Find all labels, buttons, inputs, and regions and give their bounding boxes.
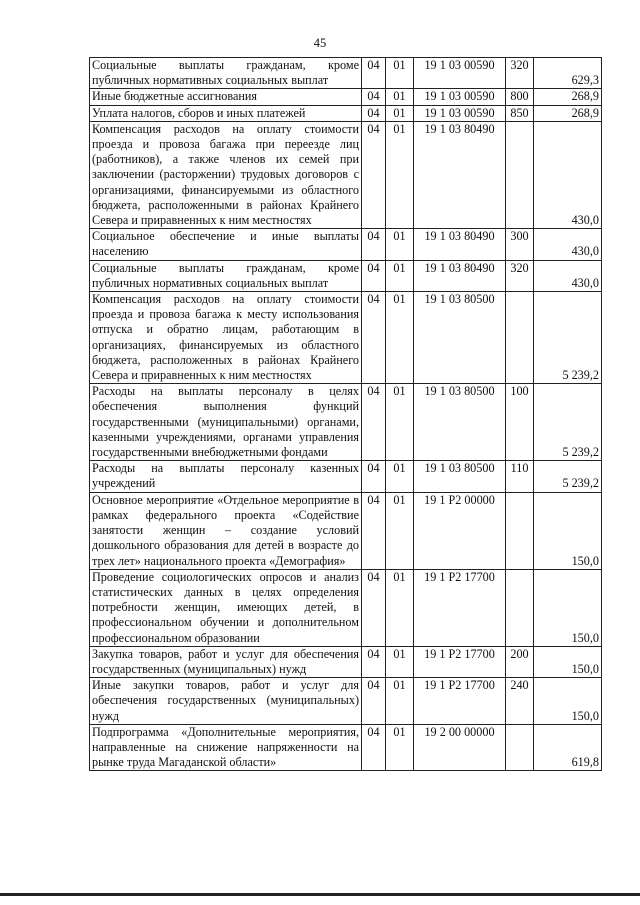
- expense-type-cell: 100: [506, 384, 534, 461]
- expense-name-cell: Основное мероприятие «Отдельное мероприятие в рамках федерального проекта «Содействие занятости женщин – создание условий дошкольного образования для детей в возрасте до трех лет» национального проекта «Демография»: [90, 492, 362, 569]
- expense-name-cell: Подпрограмма «Дополнительные мероприятия, направленные на снижение напряженности на рынке труда Магаданской области»: [90, 724, 362, 771]
- expense-name-cell: Компенсация расходов на оплату стоимости проезда и провоза багажа к месту использования отпуска и обратно лицам, работающим в организациях, финансируемых из областного бюджета, расположенных в районах Крайнего Севера и приравненных к ним местностях: [90, 292, 362, 384]
- target-article-cell: 19 1 03 00590: [414, 89, 506, 105]
- section-code-cell: 04: [362, 229, 386, 260]
- target-article-cell: 19 1 03 80500: [414, 384, 506, 461]
- expense-name-cell: Социальное обеспечение и иные выплаты населению: [90, 229, 362, 260]
- table-row: [90, 89, 602, 105]
- amount-cell: 150,0: [534, 569, 602, 646]
- amount-cell: 268,9: [534, 89, 602, 105]
- target-article-cell: 19 1 03 80490: [414, 260, 506, 291]
- expense-type-cell: 200: [506, 646, 534, 677]
- amount-cell: 150,0: [534, 492, 602, 569]
- expense-name-cell: Компенсация расходов на оплату стоимости проезда и провоза багажа при переезде лиц (работников), а также членов их семей при заключении (расторжении) трудовых договоров с организациями, финансируемыми из областного бюджета, расположенными в районах Крайнего Севера и приравненных к ним местностях: [90, 121, 362, 228]
- expense-name-cell: Социальные выплаты гражданам, кроме публичных нормативных социальных выплат: [90, 260, 362, 291]
- subsection-code-cell: 01: [386, 229, 414, 260]
- section-code-cell: 04: [362, 58, 386, 89]
- target-article-cell: 19 1 P2 17700: [414, 569, 506, 646]
- section-code-cell: 04: [362, 461, 386, 492]
- subsection-code-cell: 01: [386, 89, 414, 105]
- expense-name-cell: Расходы на выплаты персоналу казенных учреждений: [90, 461, 362, 492]
- expense-type-cell: [506, 492, 534, 569]
- subsection-code-cell: 01: [386, 569, 414, 646]
- target-article-cell: 19 1 P2 00000: [414, 492, 506, 569]
- section-code-cell: 04: [362, 105, 386, 121]
- subsection-code-cell: 01: [386, 292, 414, 384]
- amount-cell: 5 239,2: [534, 461, 602, 492]
- expense-name-cell: Социальные выплаты гражданам, кроме публичных нормативных социальных выплат: [90, 58, 362, 89]
- expense-name-cell: Закупка товаров, работ и услуг для обеспечения государственных (муниципальных) нужд: [90, 646, 362, 677]
- table-row: [90, 229, 602, 260]
- section-code-cell: 04: [362, 121, 386, 228]
- expense-type-cell: 320: [506, 260, 534, 291]
- expense-type-cell: 240: [506, 678, 534, 725]
- table-row: [90, 58, 602, 89]
- section-code-cell: 04: [362, 678, 386, 725]
- target-article-cell: 19 1 P2 17700: [414, 646, 506, 677]
- target-article-cell: 19 2 00 00000: [414, 724, 506, 771]
- page-number: 45: [313, 36, 327, 50]
- table-row: [90, 724, 602, 771]
- expense-type-cell: [506, 569, 534, 646]
- expense-name-cell: Проведение социологических опросов и анализ статистических данных в целях определения потребности женщин, имеющих детей, в профессиональном обучении и дополнительном профессиональном образовании: [90, 569, 362, 646]
- amount-cell: 619,8: [534, 724, 602, 771]
- table-row: [90, 105, 602, 121]
- section-code-cell: 04: [362, 292, 386, 384]
- footer-rule: [0, 893, 640, 896]
- amount-cell: 430,0: [534, 121, 602, 228]
- amount-cell: 150,0: [534, 646, 602, 677]
- section-code-cell: 04: [362, 260, 386, 291]
- amount-cell: 150,0: [534, 678, 602, 725]
- subsection-code-cell: 01: [386, 678, 414, 725]
- subsection-code-cell: 01: [386, 461, 414, 492]
- target-article-cell: 19 1 03 80490: [414, 121, 506, 228]
- expense-name-cell: Расходы на выплаты персоналу в целях обеспечения выполнения функций государственными (муниципальными) органами, казенными учреждениями, органами управления государственными внебюджетными фондами: [90, 384, 362, 461]
- subsection-code-cell: 01: [386, 121, 414, 228]
- table-row: [90, 260, 602, 291]
- table-row: [90, 492, 602, 569]
- section-code-cell: 04: [362, 89, 386, 105]
- expense-type-cell: [506, 292, 534, 384]
- target-article-cell: 19 1 03 00590: [414, 105, 506, 121]
- target-article-cell: 19 1 P2 17700: [414, 678, 506, 725]
- amount-cell: 629,3: [534, 58, 602, 89]
- subsection-code-cell: 01: [386, 492, 414, 569]
- subsection-code-cell: 01: [386, 260, 414, 291]
- table-row: [90, 678, 602, 725]
- section-code-cell: 04: [362, 384, 386, 461]
- expense-type-cell: [506, 724, 534, 771]
- expense-type-cell: 110: [506, 461, 534, 492]
- subsection-code-cell: 01: [386, 646, 414, 677]
- amount-cell: 5 239,2: [534, 292, 602, 384]
- target-article-cell: 19 1 03 80500: [414, 292, 506, 384]
- amount-cell: 268,9: [534, 105, 602, 121]
- expense-type-cell: 320: [506, 58, 534, 89]
- expense-name-cell: Иные бюджетные ассигнования: [90, 89, 362, 105]
- budget-table: [89, 57, 602, 771]
- subsection-code-cell: 01: [386, 724, 414, 771]
- amount-cell: 5 239,2: [534, 384, 602, 461]
- expense-type-cell: [506, 121, 534, 228]
- subsection-code-cell: 01: [386, 105, 414, 121]
- table-row: [90, 121, 602, 228]
- amount-cell: 430,0: [534, 260, 602, 291]
- subsection-code-cell: 01: [386, 384, 414, 461]
- expense-type-cell: 800: [506, 89, 534, 105]
- expense-name-cell: Иные закупки товаров, работ и услуг для обеспечения государственных (муниципальных) нужд: [90, 678, 362, 725]
- table-row: [90, 292, 602, 384]
- target-article-cell: 19 1 03 80500: [414, 461, 506, 492]
- section-code-cell: 04: [362, 724, 386, 771]
- target-article-cell: 19 1 03 80490: [414, 229, 506, 260]
- expense-type-cell: 850: [506, 105, 534, 121]
- table-row: [90, 646, 602, 677]
- section-code-cell: 04: [362, 492, 386, 569]
- budget-table-body: [90, 58, 602, 771]
- target-article-cell: 19 1 03 00590: [414, 58, 506, 89]
- amount-cell: 430,0: [534, 229, 602, 260]
- expense-type-cell: 300: [506, 229, 534, 260]
- table-row: [90, 461, 602, 492]
- subsection-code-cell: 01: [386, 58, 414, 89]
- table-row: [90, 384, 602, 461]
- section-code-cell: 04: [362, 569, 386, 646]
- table-row: [90, 569, 602, 646]
- expense-name-cell: Уплата налогов, сборов и иных платежей: [90, 105, 362, 121]
- section-code-cell: 04: [362, 646, 386, 677]
